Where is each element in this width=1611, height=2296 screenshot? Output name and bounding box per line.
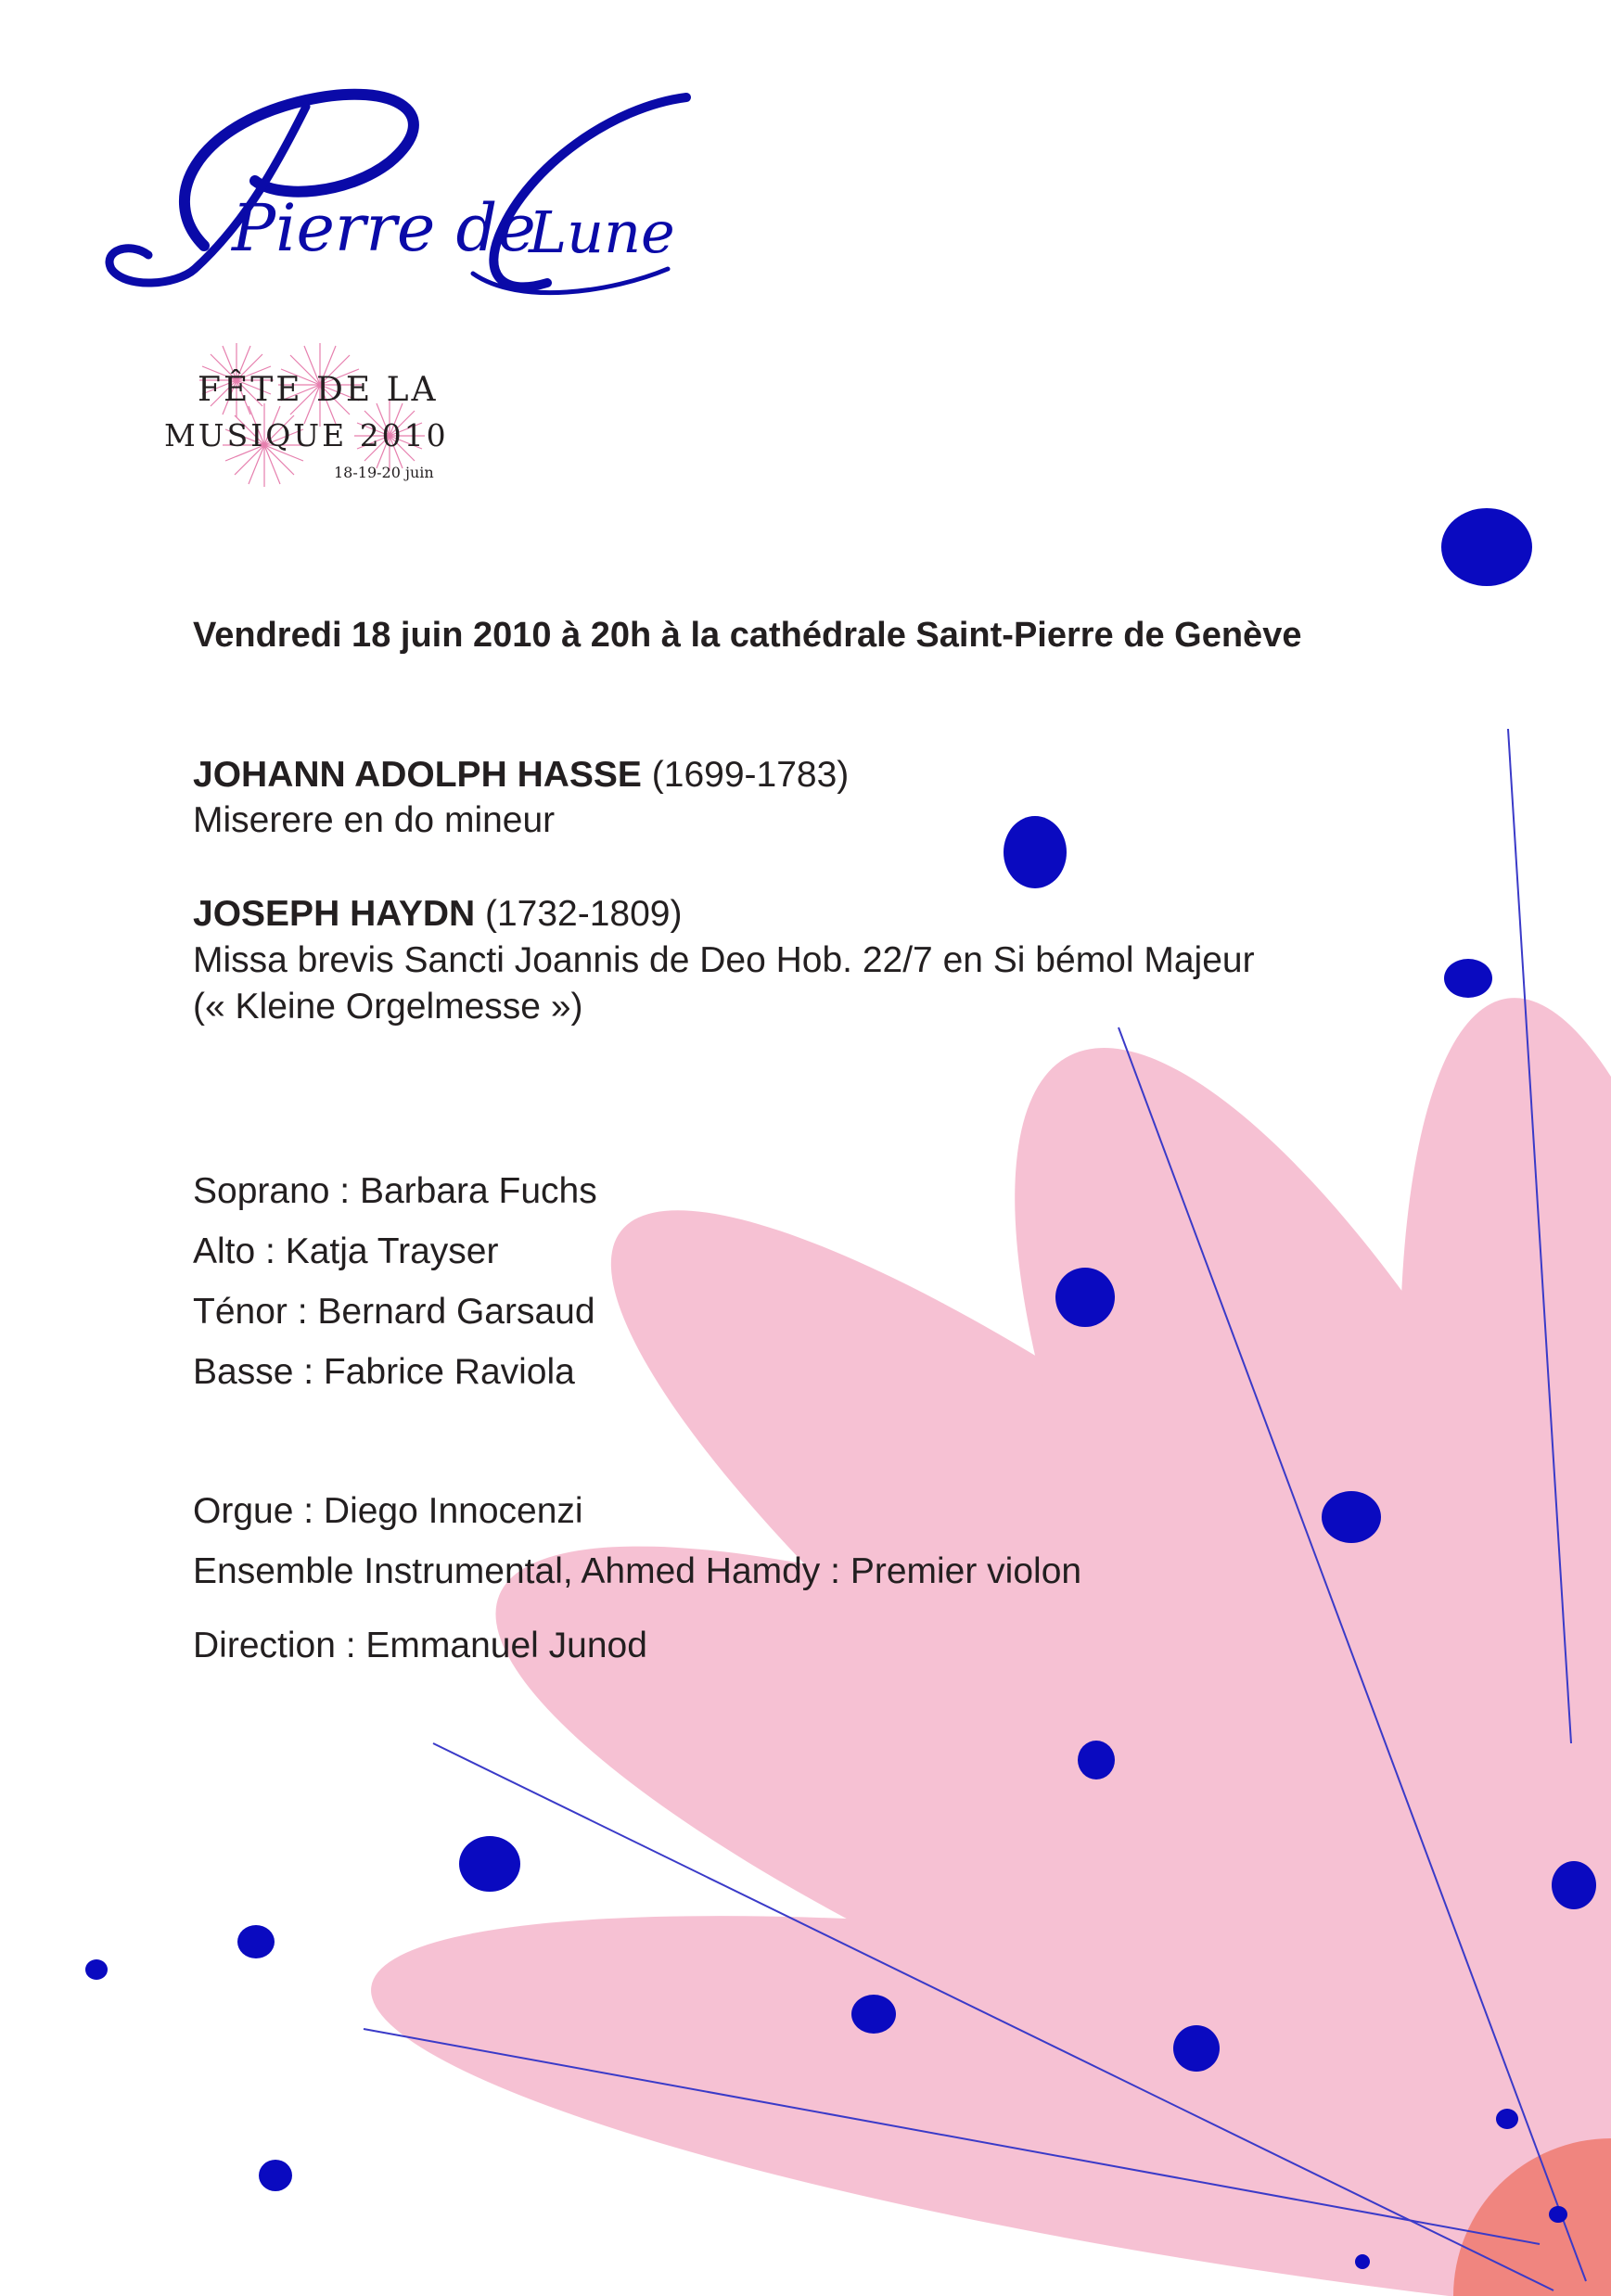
fete-line2: MUSIQUE 2010	[164, 417, 449, 453]
performer-organ: Orgue : Diego Innocenzi	[193, 1491, 583, 1531]
logo-text-lune: Lune	[529, 198, 675, 266]
pierre-de-lune-logo	[93, 74, 723, 315]
work-title: Miserere en do mineur	[193, 800, 556, 840]
soloist-alto: Alto : Katja Trayser	[193, 1231, 499, 1271]
performer-ensemble: Ensemble Instrumental, Ahmed Hamdy : Premier violon	[193, 1551, 1082, 1591]
work-title: Missa brevis Sancti Joannis de Deo Hob. 22/7 en Si bémol Majeur	[193, 940, 1255, 980]
composer-years: (1699-1783)	[651, 755, 850, 795]
performer-direction: Direction : Emmanuel Junod	[193, 1626, 647, 1665]
composer-name: JOHANN ADOLPH HASSE	[193, 755, 642, 795]
fete-dates: 18-19-20 juin	[334, 464, 434, 481]
fete-line1: FÊTE DE LA	[198, 371, 439, 409]
logo-text-pierre-de: Pierre de	[232, 190, 536, 266]
soloist-bass: Basse : Fabrice Raviola	[193, 1352, 575, 1392]
event-headline: Vendredi 18 juin 2010 à 20h à la cathédrale Saint-Pierre de Genève	[193, 616, 1302, 655]
work-subtitle: (« Kleine Orgelmesse »)	[193, 987, 583, 1027]
soloist-soprano: Soprano : Barbara Fuchs	[193, 1171, 597, 1211]
soloist-tenor: Ténor : Bernard Garsaud	[193, 1292, 595, 1332]
fete-de-la-musique-logo	[158, 334, 464, 501]
composer-name: JOSEPH HAYDN	[193, 894, 476, 934]
program-item	[193, 892, 682, 938]
composer-years: (1732-1809)	[485, 894, 683, 934]
program-item	[193, 753, 849, 798]
